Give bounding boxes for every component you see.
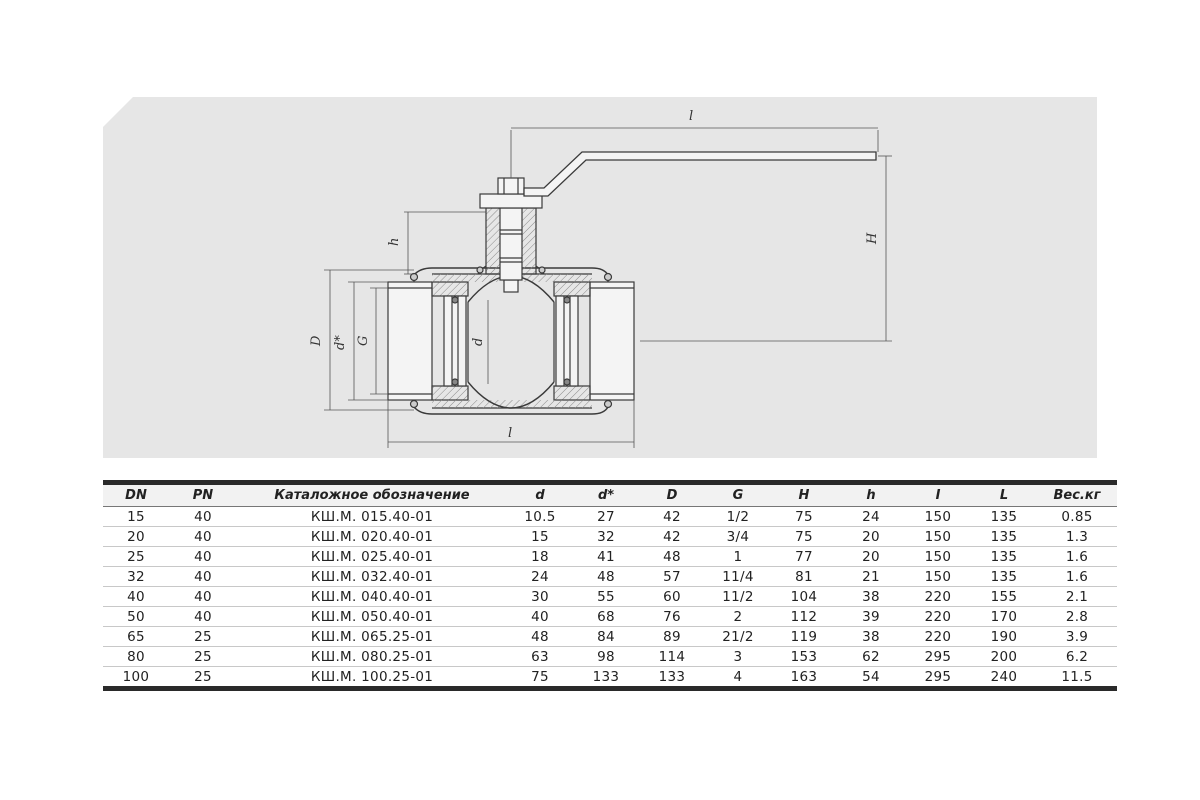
table-cell: 3.9: [1037, 627, 1117, 647]
table-cell: 150: [905, 567, 971, 587]
table-cell: 1.6: [1037, 567, 1117, 587]
table-cell: 2.8: [1037, 607, 1117, 627]
table-cell: 25: [169, 647, 237, 667]
table-cell: 32: [573, 527, 639, 547]
table-cell: 27: [573, 507, 639, 527]
column-header: d: [507, 483, 573, 507]
table-cell: КШ.М. 100.25-01: [310, 668, 434, 685]
dim-label-l-bottom: l: [508, 426, 513, 441]
dim-label-G: G: [356, 335, 371, 346]
table-cell: 40: [169, 547, 237, 567]
table-cell: 20: [103, 527, 169, 547]
table-cell: 48: [639, 547, 705, 567]
column-header: L: [971, 483, 1037, 507]
table-cell: 30: [507, 587, 573, 607]
table-cell: 21: [837, 567, 905, 587]
table-cell: 240: [990, 668, 1018, 685]
table-cell: 1/2: [705, 507, 771, 527]
table-cell: 15: [507, 527, 573, 547]
table-cell: 220: [905, 627, 971, 647]
table-cell: 25: [103, 547, 169, 567]
table-cell: 25: [169, 627, 237, 647]
table-cell: 15: [103, 507, 169, 527]
table-cell: 98: [573, 647, 639, 667]
table-cell: 38: [837, 587, 905, 607]
table-cell: КШ.М. 065.25-01: [237, 627, 507, 647]
dim-label-d-star: d*: [333, 335, 348, 350]
table-cell: 65: [103, 627, 169, 647]
column-header: D: [639, 483, 705, 507]
table-cell: КШ.М. 015.40-01: [237, 507, 507, 527]
table-cell: КШ.М. 050.40-01: [237, 607, 507, 627]
table-cell: 63: [507, 647, 573, 667]
table-cell: 42: [639, 507, 705, 527]
table-cell: 112: [771, 607, 837, 627]
table-cell: 11/2: [705, 587, 771, 607]
table-cell: 295: [905, 647, 971, 667]
table-cell: 18: [507, 547, 573, 567]
table-row: [103, 527, 1117, 547]
table-cell: 48: [573, 567, 639, 587]
table-cell: КШ.М. 025.40-01: [237, 547, 507, 567]
table-cell: 68: [573, 607, 639, 627]
table-cell: 54: [862, 668, 880, 685]
table-cell: 1: [705, 547, 771, 567]
table-row: [103, 507, 1117, 527]
table-cell: 42: [639, 527, 705, 547]
dim-label-D: D: [309, 335, 324, 346]
table-row: [103, 607, 1117, 627]
table-cell: 75: [531, 668, 549, 685]
specification-table: [103, 480, 1117, 691]
table-row: [103, 647, 1117, 667]
table-cell: 119: [771, 627, 837, 647]
table-row: [103, 667, 1117, 689]
table-cell: 40: [507, 607, 573, 627]
table-cell: 80: [103, 647, 169, 667]
table-cell: 55: [573, 587, 639, 607]
table-row: [103, 547, 1117, 567]
table-cell: 39: [837, 607, 905, 627]
table-cell: 11/4: [705, 567, 771, 587]
table-cell: 135: [971, 527, 1037, 547]
dim-label-H: H: [865, 232, 880, 244]
table-cell: 2: [705, 607, 771, 627]
table-cell: 220: [905, 607, 971, 627]
table-cell: 4: [733, 668, 743, 685]
table-cell: 20: [837, 547, 905, 567]
table-cell: 20: [837, 527, 905, 547]
column-header: G: [705, 483, 771, 507]
column-header: PN: [169, 483, 237, 507]
column-header: H: [771, 483, 837, 507]
table-cell: 0.85: [1037, 507, 1117, 527]
table-cell: КШ.М. 032.40-01: [237, 567, 507, 587]
table-cell: КШ.М. 080.25-01: [237, 647, 507, 667]
table-cell: 1.6: [1037, 547, 1117, 567]
table-cell: 133: [592, 668, 620, 685]
table-cell: 135: [971, 567, 1037, 587]
table-cell: 155: [971, 587, 1037, 607]
table-cell: 40: [169, 607, 237, 627]
table-cell: 104: [771, 587, 837, 607]
table-cell: 1.3: [1037, 527, 1117, 547]
table-cell: 11.5: [1061, 668, 1093, 685]
table-cell: 60: [639, 587, 705, 607]
table-cell: 40: [169, 567, 237, 587]
table-cell: 32: [103, 567, 169, 587]
table-cell: 150: [905, 507, 971, 527]
table-cell: 200: [971, 647, 1037, 667]
table-cell: 89: [639, 627, 705, 647]
table-cell: 25: [194, 668, 212, 685]
table-cell: 220: [905, 587, 971, 607]
column-header: I: [905, 483, 971, 507]
table-cell: 41: [573, 547, 639, 567]
table-cell: 6.2: [1037, 647, 1117, 667]
table-cell: 133: [658, 668, 686, 685]
table-cell: 77: [771, 547, 837, 567]
table-cell: 62: [837, 647, 905, 667]
table-cell: 48: [507, 627, 573, 647]
table-cell: 170: [971, 607, 1037, 627]
dim-label-d: d: [471, 337, 486, 346]
table-cell: 135: [971, 547, 1037, 567]
table-cell: 81: [771, 567, 837, 587]
table-cell: 57: [639, 567, 705, 587]
table-cell: 2.1: [1037, 587, 1117, 607]
table-cell: 38: [837, 627, 905, 647]
table-cell: 24: [507, 567, 573, 587]
table-row: [103, 627, 1117, 647]
table-header-row: [103, 483, 1117, 507]
table-cell: 135: [971, 507, 1037, 527]
table-cell: 40: [103, 587, 169, 607]
table-cell: 100: [122, 668, 150, 685]
table-cell: 3: [705, 647, 771, 667]
table-cell: 75: [771, 527, 837, 547]
column-header: Каталожное обозначение: [237, 483, 507, 507]
dim-label-h: h: [387, 237, 402, 246]
table-cell: 163: [790, 668, 818, 685]
table-row: [103, 567, 1117, 587]
table-cell: 190: [971, 627, 1037, 647]
column-header: h: [837, 483, 905, 507]
table-cell: 50: [103, 607, 169, 627]
table-cell: 10.5: [507, 507, 573, 527]
column-header: DN: [103, 483, 169, 507]
column-header: Вес.кг: [1037, 483, 1117, 507]
table-body: [103, 507, 1117, 689]
table-cell: 150: [905, 547, 971, 567]
table-cell: 295: [924, 668, 952, 685]
table-cell: КШ.М. 040.40-01: [237, 587, 507, 607]
drawing-background: [103, 97, 1097, 458]
table-row: [103, 587, 1117, 607]
dim-label-l-top: l: [689, 109, 694, 124]
table-cell: 150: [905, 527, 971, 547]
table-cell: 21/2: [705, 627, 771, 647]
table-cell: 40: [169, 587, 237, 607]
table-cell: 3/4: [705, 527, 771, 547]
table-cell: 84: [573, 627, 639, 647]
table-cell: 153: [771, 647, 837, 667]
column-header: d*: [573, 483, 639, 507]
table-cell: 40: [169, 527, 237, 547]
table-cell: 40: [169, 507, 237, 527]
table-cell: 76: [639, 607, 705, 627]
table-cell: 75: [771, 507, 837, 527]
table-cell: КШ.М. 020.40-01: [237, 527, 507, 547]
table-cell: 24: [837, 507, 905, 527]
table-cell: 114: [639, 647, 705, 667]
